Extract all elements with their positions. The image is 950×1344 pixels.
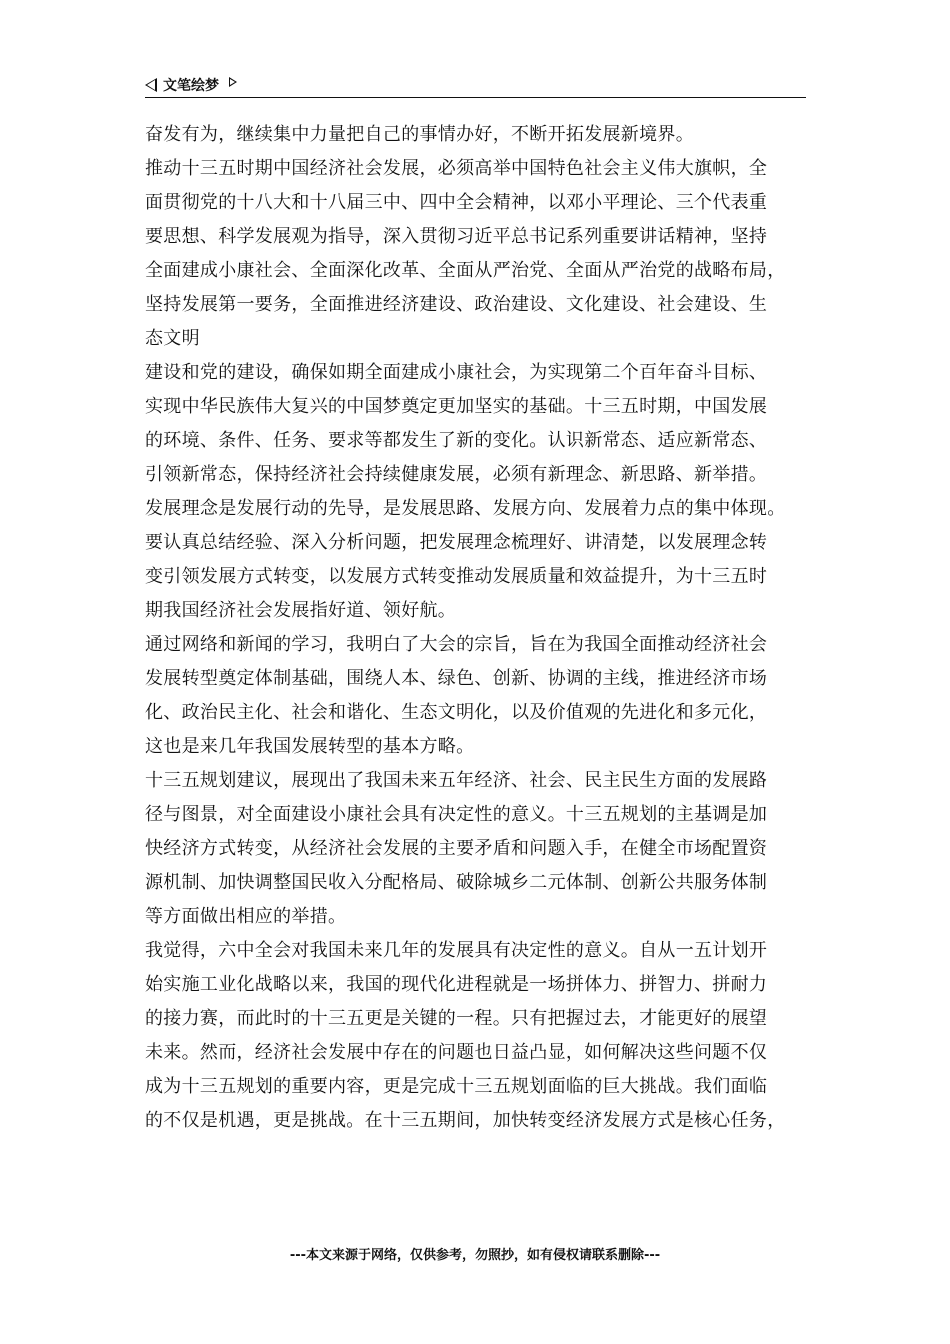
text-line: 发展理念是发展行动的先导，是发展思路、发展方向、发展着力点的集中体现。 xyxy=(145,498,786,519)
text-line: 面贯彻党的十八大和十八届三中、四中全会精神，以邓小平理论、三个代表重 xyxy=(145,192,768,213)
text-line: 要思想、科学发展观为指导，深入贯彻习近平总书记系列重要讲话精神，坚持 xyxy=(145,226,768,247)
text-line: 始实施工业化战略以来，我国的现代化进程就是一场拼体力、拼智力、拼耐力 xyxy=(145,974,768,995)
text-line: 未来。然而，经济社会发展中存在的问题也日益凸显，如何解决这些问题不仅 xyxy=(145,1042,768,1063)
page-header xyxy=(145,74,237,96)
text-line: 全面建成小康社会、全面深化改革、全面从严治党、全面从严治党的战略布局， xyxy=(145,260,786,281)
text-line: 的不仅是机遇，更是挑战。在十三五期间，加快转变经济发展方式是核心任务， xyxy=(145,1110,786,1131)
triangle-left-outline-icon xyxy=(145,78,157,92)
document-body xyxy=(145,118,825,1138)
text-line: 的接力赛，而此时的十三五更是关键的一程。只有把握过去，才能更好的展望 xyxy=(145,1008,768,1029)
text-line: 快经济方式转变，从经济社会发展的主要矛盾和问题入手，在健全市场配置资 xyxy=(145,838,768,859)
text-line: 发展转型奠定体制基础，围绕人本、绿色、创新、协调的主线，推进经济市场 xyxy=(145,668,768,689)
text-line: 建设和党的建设，确保如期全面建成小康社会，为实现第二个百年奋斗目标、 xyxy=(145,362,768,383)
text-line: 径与图景，对全面建设小康社会具有决定性的意义。十三五规划的主基调是加 xyxy=(145,804,768,825)
text-line: 通过网络和新闻的学习，我明白了大会的宗旨，旨在为我国全面推动经济社会 xyxy=(145,634,768,655)
page-footer: ---本文来源于网络，仅供参考，勿照抄，如有侵权请联系删除--- xyxy=(289,1248,661,1263)
header-title: 文笔绘梦 xyxy=(163,78,219,94)
header-rule xyxy=(145,97,806,98)
text-line: 坚持发展第一要务，全面推进经济建设、政治建设、文化建设、社会建设、生 xyxy=(145,294,768,315)
text-line: 要认真总结经验、深入分析问题，把发展理念梳理好、讲清楚，以发展理念转 xyxy=(145,532,768,553)
text-line: 等方面做出相应的举措。 xyxy=(145,906,347,927)
text-line: 十三五规划建议，展现出了我国未来五年经济、社会、民主民生方面的发展路 xyxy=(145,770,768,791)
text-line: 化、政治民主化、社会和谐化、生态文明化，以及价值观的先进化和多元化， xyxy=(145,702,768,723)
text-line: 变引领发展方式转变，以发展方式转变推动发展质量和效益提升，为十三五时 xyxy=(145,566,768,587)
text-line: 期我国经济社会发展指好道、领好航。 xyxy=(145,600,457,621)
triangle-right-outline-icon xyxy=(229,77,237,87)
text-line: 这也是来几年我国发展转型的基本方略。 xyxy=(145,736,475,757)
text-line: 的环境、条件、任务、要求等都发生了新的变化。认识新常态、适应新常态、 xyxy=(145,430,768,451)
text-line: 实现中华民族伟大复兴的中国梦奠定更加坚实的基础。十三五时期，中国发展 xyxy=(145,396,768,417)
text-line: 态文明 xyxy=(145,328,200,349)
text-line: 引领新常态，保持经济社会持续健康发展，必须有新理念、新思路、新举措。 xyxy=(145,464,768,485)
text-line: 奋发有为，继续集中力量把自己的事情办好，不断开拓发展新境界。 xyxy=(145,124,694,145)
text-line: 推动十三五时期中国经济社会发展，必须高举中国特色社会主义伟大旗帜，全 xyxy=(145,158,768,179)
text-line: 我觉得，六中全会对我国未来几年的发展具有决定性的意义。自从一五计划开 xyxy=(145,940,768,961)
text-line: 源机制、加快调整国民收入分配格局、破除城乡二元体制、创新公共服务体制 xyxy=(145,872,768,893)
text-line: 成为十三五规划的重要内容，更是完成十三五规划面临的巨大挑战。我们面临 xyxy=(145,1076,768,1097)
